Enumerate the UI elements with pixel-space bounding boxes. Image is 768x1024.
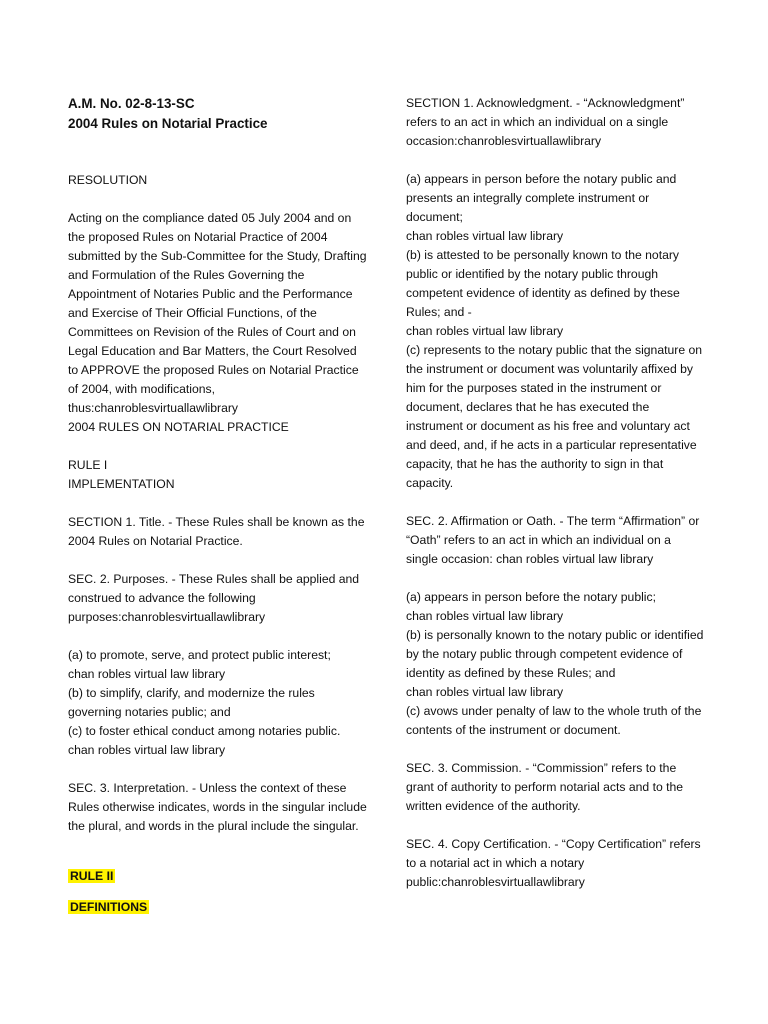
rule-2-title: DEFINITIONS	[70, 900, 148, 915]
rule-2-label-line	[68, 867, 368, 886]
section-3-interpretation: SEC. 3. Interpretation. - Unless the context of these Rules otherwise indicates, words in the singular include the plural, and words in the plural include the singular.	[68, 781, 367, 833]
affirmation-b: (b) is personally known to the notary public or identified by the notary public through competent evidence of identity as defined by these Rules; and	[406, 628, 704, 680]
purpose-c: (c) to foster ethical conduct among notaries public.	[68, 724, 341, 738]
section-1-title: SECTION 1. Title. - These Rules shall be known as the 2004 Rules on Notarial Practice.	[68, 515, 365, 548]
acknowledgment-section: SECTION 1. Acknowledgment. - “Acknowledgment” refers to an act in which an individual on a single occasion:chanroblesvirtuallawlibrary	[406, 96, 685, 148]
commission-section: SEC. 3. Commission. - “Commission” refers to the grant of authority to perform notarial acts and to the written evidence of the authority.	[406, 761, 684, 813]
affirmation-b-tag: chan robles virtual law library	[406, 685, 564, 699]
rule-1-label: RULE I	[68, 458, 108, 472]
right-column	[406, 94, 706, 892]
case-number: A.M. No. 02-8-13-SC	[68, 96, 195, 111]
purpose-b: (b) to simplify, clarify, and modernize the rules governing notaries public; and	[68, 686, 315, 719]
left-column	[68, 94, 368, 930]
purpose-a: (a) to promote, serve, and protect public interest;	[68, 648, 331, 662]
acknowledgment-a: (a) appears in person before the notary public and presents an integrally complete instrument or document;	[406, 172, 677, 224]
rule-2-title-line	[68, 898, 368, 917]
affirmation-c: (c) avows under penalty of law to the whole truth of the contents of the instrument or document.	[406, 704, 702, 737]
resolution-paragraph: Acting on the compliance dated 05 July 2004 and on the proposed Rules on Notarial Practice of 2004 submitted by the Sub-Committee for the Study, Drafting and Formulation of the Rules Governing the Appointment of Notaries Public and the Performance and Exercise of Their Official Functions, of the Committees on Revision of the Rules of Court and on Legal Education and Bar Matters, the Court Resolved to APPROVE the proposed Rules on Notarial Practice of 2004, with modifications, thus:chanroblesvirtuallawlibrary	[68, 211, 367, 415]
section-2-purposes: SEC. 2. Purposes. - These Rules shall be applied and construed to advance the following purposes:chanroblesvirtuallawlibrary	[68, 572, 360, 624]
acknowledgment-a-tag: chan robles virtual law library	[406, 229, 564, 243]
document-title: 2004 Rules on Notarial Practice	[68, 116, 268, 131]
acknowledgment-b: (b) is attested to be personally known to the notary public or identified by the notary public through competent evidence of identity as defined by these Rules; and -	[406, 248, 680, 319]
resolution-heading: RESOLUTION	[68, 173, 148, 187]
purpose-c-tag: chan robles virtual law library	[68, 743, 226, 757]
copy-certification-section: SEC. 4. Copy Certification. - “Copy Certification” refers to a notarial act in which a notary public:chanroblesvirtuallawlibrary	[406, 837, 701, 889]
rules-caption: 2004 RULES ON NOTARIAL PRACTICE	[68, 420, 289, 434]
rule-2-label: RULE II	[70, 869, 114, 884]
affirmation-a: (a) appears in person before the notary public;	[406, 590, 656, 604]
purpose-a-tag: chan robles virtual law library	[68, 667, 226, 681]
rule-1-title: IMPLEMENTATION	[68, 477, 175, 491]
acknowledgment-c: (c) represents to the notary public that the signature on the instrument or document was voluntarily affixed by him for the purposes stated in the instrument or document, declares that he has executed the instrument or document as his free and voluntary act and deed, and, if he acts in a particular representative capacity, that he has the authority to sign in that capacity.	[406, 343, 703, 490]
acknowledgment-b-tag: chan robles virtual law library	[406, 324, 564, 338]
affirmation-a-tag: chan robles virtual law library	[406, 609, 564, 623]
affirmation-section: SEC. 2. Affirmation or Oath. - The term “Affirmation” or “Oath” refers to an act in which an individual on a single occasion: chan robles virtual law library	[406, 514, 700, 566]
